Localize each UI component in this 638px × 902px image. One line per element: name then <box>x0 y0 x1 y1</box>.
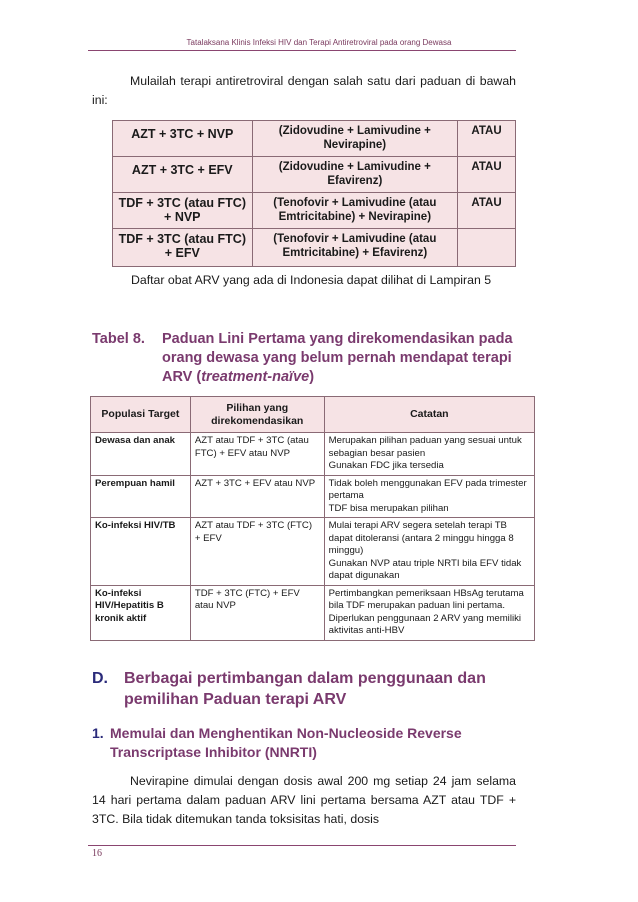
notes-cell <box>324 518 534 586</box>
header-population: Populasi Target <box>91 397 191 433</box>
table-row <box>91 433 535 476</box>
subsection-1-number: 1. <box>92 725 104 741</box>
table-header-row <box>91 397 535 433</box>
header-notes: Catatan <box>324 397 534 433</box>
body-paragraph: Nevirapine dimulai dengan dosis awal 200 mg setiap 24 jam selama 14 hari pertama dalam paduan ARV lini pertama bersama AZT atau TDF + 3TC. Bila tidak ditemukan tanda toksisitas hati, dosis <box>92 774 516 826</box>
population-cell: Perempuan hamil <box>91 475 191 518</box>
table8-title-end: ) <box>309 369 315 385</box>
section-d-title: Berbagai pertimbangan dalam penggunaan dan pemilihan Paduan terapi ARV <box>124 670 486 708</box>
note-line: Merupakan pilihan paduan yang sesuai untuk sebagian besar pasien <box>328 435 522 459</box>
page-number: 16 <box>92 848 102 859</box>
table-row <box>91 585 535 640</box>
table8-label: Tabel 8. <box>92 331 145 347</box>
footer-rule <box>88 845 516 846</box>
section-d-letter: D. <box>92 670 108 687</box>
choice-cell: AZT atau TDF + 3TC (atau FTC) + EFV atau NVP <box>190 433 324 476</box>
note-line: Gunakan FDC jika tersedia <box>328 460 444 471</box>
regimen-full-name-cell: (Tenofovir + Lamivudine (atau Emtricitabine) + Efavirenz) <box>252 229 457 267</box>
choice-cell: AZT + 3TC + EFV atau NVP <box>190 475 324 518</box>
note-line: Pertimbangkan pemeriksaan HBsAg terutama bila TDF merupakan paduan lini pertama. Diperlukan penggunaan 2 ARV yang memiliki aktivitas anti-HBV <box>328 587 524 636</box>
regimen-note-cell <box>458 229 516 267</box>
population-cell: Dewasa dan anak <box>91 433 191 476</box>
notes-cell <box>324 475 534 518</box>
header-rule <box>88 50 516 51</box>
note-line: TDF bisa merupakan pilihan <box>328 502 449 514</box>
regimen-cell: TDF + 3TC (atau FTC) + NVP <box>113 193 253 229</box>
regimen-cell: AZT + 3TC + NVP <box>113 121 253 157</box>
regimen-note-cell: ATAU <box>458 121 516 157</box>
table-row <box>91 475 535 518</box>
regimen-full-name-cell: (Tenofovir + Lamivudine (atau Emtricitabine) + Nevirapine) <box>252 193 457 229</box>
choice-cell: TDF + 3TC (FTC) + EFV atau NVP <box>190 585 324 640</box>
table-row <box>91 518 535 586</box>
table-row <box>113 121 516 157</box>
choice-cell: AZT atau TDF + 3TC (FTC) + EFV <box>190 518 324 586</box>
table8-title-italic: treatment-naïve <box>201 369 310 385</box>
regimen-cell: TDF + 3TC (atau FTC) + EFV <box>113 229 253 267</box>
notes-cell <box>324 585 534 640</box>
regimen-full-name-cell: (Zidovudine + Lamivudine + Efavirenz) <box>252 157 457 193</box>
regimen-table <box>112 120 516 267</box>
note-line: Gunakan NVP atau triple NRTI bila EFV tidak dapat digunakan <box>328 557 522 581</box>
running-header: Tatalaksana Klinis Infeksi HIV dan Terapi Antiretroviral pada orang Dewasa <box>186 38 452 47</box>
table8-title <box>162 330 522 387</box>
arv-list-note: Daftar obat ARV yang ada di Indonesia dapat dilihat di Lampiran 5 <box>131 273 492 287</box>
regimen-note-cell: ATAU <box>458 157 516 193</box>
table8-title-main: Paduan Lini Pertama yang direkomendasikan pada orang dewasa yang belum pernah mendapat terapi ARV ( <box>162 331 513 385</box>
table-row <box>113 193 516 229</box>
notes-cell <box>324 433 534 476</box>
intro-paragraph: Mulailah terapi antiretroviral dengan salah satu dari paduan di bawah ini: <box>92 74 516 107</box>
first-line-regimen-table <box>90 396 535 641</box>
table-row <box>113 229 516 267</box>
regimen-cell: AZT + 3TC + EFV <box>113 157 253 193</box>
header-choice: Pilihan yang direkomendasikan <box>190 397 324 433</box>
subsection-1-title: Memulai dan Menghentikan Non-Nucleoside Reverse Transcriptase Inhibitor (NNRTI) <box>110 725 462 760</box>
population-cell: Ko-infeksi HIV/Hepatitis B kronik aktif <box>91 585 191 640</box>
regimen-full-name-cell: (Zidovudine + Lamivudine + Nevirapine) <box>252 121 457 157</box>
note-line: Mulai terapi ARV segera setelah terapi TB dapat ditoleransi (antara 2 minggu hingga 8 minggu) <box>328 520 514 556</box>
table-row <box>113 157 516 193</box>
population-cell: Ko-infeksi HIV/TB <box>91 518 191 586</box>
regimen-note-cell: ATAU <box>458 193 516 229</box>
note-line: Tidak boleh menggunakan EFV pada trimester pertama <box>328 477 527 501</box>
